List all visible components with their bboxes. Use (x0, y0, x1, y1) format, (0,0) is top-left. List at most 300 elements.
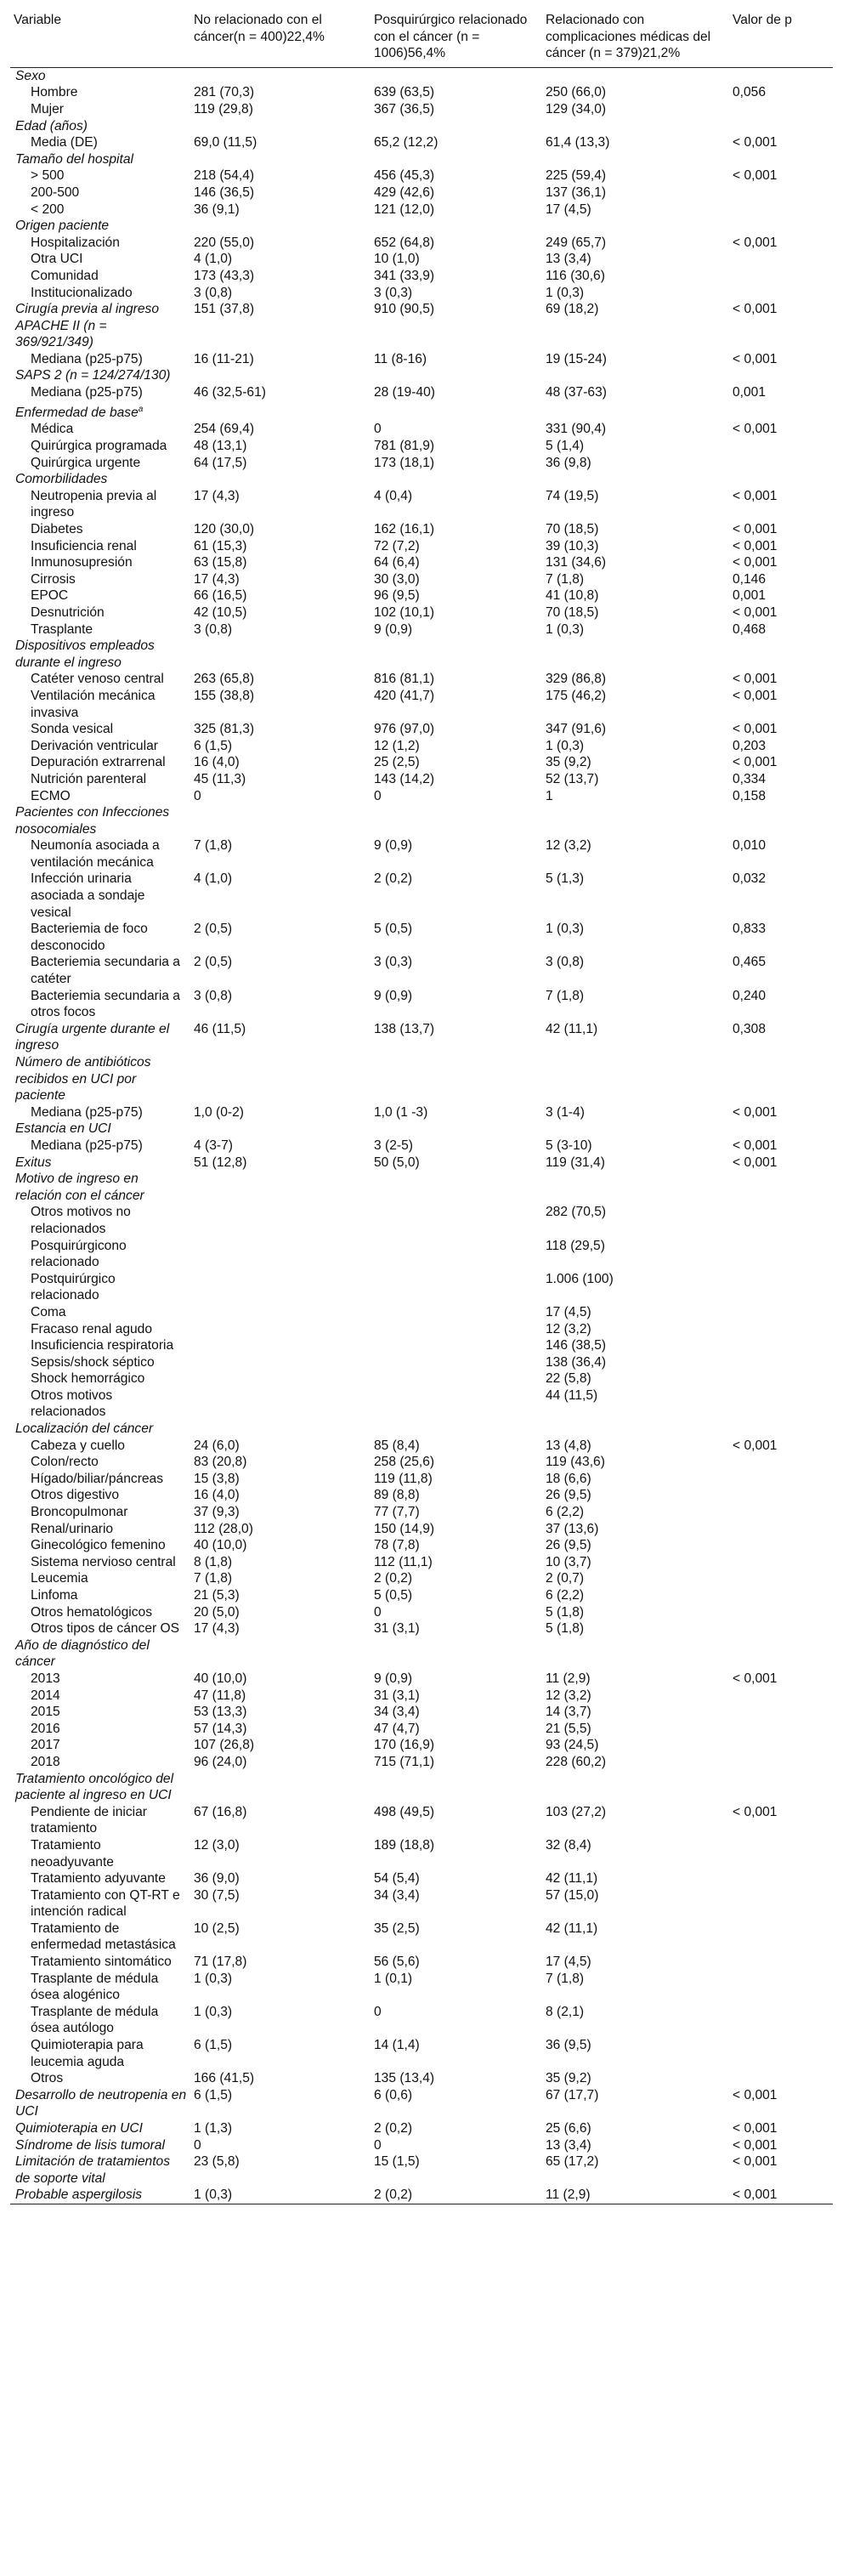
variable-text: Otros (31, 2071, 64, 2086)
table-row (10, 754, 833, 771)
cell-posquirurgico (371, 318, 542, 351)
table-row (10, 738, 833, 755)
cell-valor-p (729, 2004, 833, 2037)
variable-label (10, 538, 190, 555)
variable-label (10, 134, 190, 151)
cell-no-relacionado: 48 (13,1) (194, 439, 247, 454)
cell-no-relacionado: 166 (41,5) (194, 2071, 255, 2086)
cell-no-relacionado: 17 (4,3) (194, 488, 240, 503)
cell-posquirurgico: 429 (42,6) (374, 184, 435, 200)
cell-complicaciones: 42 (11,1) (546, 1021, 598, 1036)
cell-valor-p (729, 1387, 833, 1421)
cell-valor-p (729, 251, 833, 268)
section-text: Año de diagnóstico del cáncer (15, 1637, 150, 1670)
cell-complicaciones: 37 (13,6) (546, 1521, 599, 1536)
cell-no-relacionado: 6 (1,5) (194, 2038, 233, 2053)
cell-posquirurgico: 4 (0,4) (374, 488, 413, 503)
cell-valor-p (729, 804, 833, 837)
section-text: Motivo de ingreso en relación con el cáncer (15, 1172, 144, 1203)
table-row (10, 1837, 833, 1870)
cell-no-relacionado: 6 (1,5) (194, 738, 233, 753)
cell-posquirurgico (371, 151, 542, 168)
cell-posquirurgico: 0 (374, 2004, 382, 2019)
cell-posquirurgico: 9 (0,9) (374, 621, 413, 637)
cell-valor-p (729, 1604, 833, 1621)
variable-text: Linfoma (31, 1588, 78, 1603)
variable-label (10, 285, 190, 302)
section-text: Tratamiento oncológico del paciente al ingreso en UCI (15, 1771, 174, 1803)
variable-label (10, 235, 190, 252)
cell-valor-p (729, 455, 833, 472)
variable-label (10, 1454, 190, 1471)
cell-valor-p: 0,468 (733, 621, 767, 637)
cell-valor-p: 0,308 (733, 1021, 767, 1036)
cell-posquirurgico: 9 (0,9) (374, 988, 413, 1003)
cell-valor-p (729, 1837, 833, 1870)
table-row (10, 421, 833, 438)
cell-no-relacionado: 17 (4,3) (194, 571, 240, 587)
section-row (10, 318, 833, 351)
cell-complicaciones: 52 (13,7) (546, 771, 599, 786)
cell-valor-p: 0,158 (733, 788, 767, 803)
cell-complicaciones (542, 367, 729, 384)
table-row (10, 1587, 833, 1604)
cell-valor-p (729, 67, 833, 84)
section-text: Síndrome de lisis tumoral (15, 2137, 165, 2153)
cell-no-relacionado: 63 (15,8) (194, 555, 247, 570)
section-label (10, 638, 190, 671)
section-text: Exitus (15, 1155, 52, 1170)
cell-no-relacionado: 66 (16,5) (194, 588, 247, 604)
cell-no-relacionado: 64 (17,5) (194, 455, 247, 470)
cell-posquirurgico: 31 (3,1) (374, 1688, 420, 1703)
cell-posquirurgico: 78 (7,8) (374, 1538, 420, 1553)
table-row (10, 488, 833, 521)
variable-label (10, 554, 190, 571)
cell-valor-p (729, 1487, 833, 1504)
section-row (10, 301, 833, 318)
cell-complicaciones: 119 (31,4) (546, 1155, 605, 1170)
section-label (10, 301, 190, 318)
variable-text: Fracaso renal agudo (31, 1321, 153, 1336)
table-row (10, 2070, 833, 2087)
variable-label (10, 1754, 190, 1771)
cell-no-relacionado: 263 (65,8) (194, 672, 255, 687)
cell-valor-p: 0,010 (733, 838, 767, 854)
section-row (10, 2187, 833, 2204)
variable-label (10, 1487, 190, 1504)
cell-no-relacionado (190, 218, 371, 235)
cell-valor-p (729, 1870, 833, 1887)
cell-posquirurgico (371, 1370, 542, 1387)
cell-complicaciones: 7 (1,8) (546, 1971, 585, 1986)
cell-no-relacionado: 1,0 (0-2) (194, 1104, 244, 1120)
section-label (10, 2087, 190, 2120)
variable-label (10, 521, 190, 538)
table-row (10, 1104, 833, 1121)
cell-valor-p: < 0,001 (733, 538, 778, 553)
cell-valor-p: 0,240 (733, 988, 767, 1003)
cell-complicaciones: 12 (3,2) (546, 1688, 591, 1703)
cell-no-relacionado: 30 (7,5) (194, 1887, 240, 1903)
cell-complicaciones (542, 1421, 729, 1438)
cell-posquirurgico: 143 (14,2) (374, 771, 435, 786)
cell-no-relacionado: 24 (6,0) (194, 1438, 240, 1453)
cell-no-relacionado: 0 (194, 788, 201, 803)
cell-posquirurgico: 34 (3,4) (374, 1705, 420, 1720)
table-row (10, 688, 833, 721)
cell-valor-p: < 0,001 (733, 168, 778, 184)
cell-valor-p: < 0,001 (733, 1138, 778, 1153)
cell-posquirurgico: 54 (5,4) (374, 1871, 420, 1887)
cell-no-relacionado: 17 (4,3) (194, 1621, 240, 1637)
cell-no-relacionado (190, 1337, 371, 1354)
table-row (10, 788, 833, 805)
variable-label (10, 1204, 190, 1237)
cell-posquirurgico: 5 (0,5) (374, 922, 413, 937)
cell-no-relacionado: 119 (29,8) (194, 101, 253, 116)
variable-label (10, 2004, 190, 2037)
cell-no-relacionado: 3 (0,8) (194, 621, 233, 637)
table-row (10, 235, 833, 252)
cell-complicaciones: 1 (0,3) (546, 738, 585, 753)
cell-complicaciones: 18 (6,6) (546, 1471, 591, 1486)
cell-no-relacionado: 0 (194, 2137, 201, 2153)
cell-no-relacionado (190, 1354, 371, 1371)
cell-no-relacionado: 173 (43,3) (194, 268, 255, 283)
cell-no-relacionado (190, 1171, 371, 1204)
variable-text: Comunidad (31, 268, 99, 283)
cell-posquirurgico (371, 118, 542, 135)
cell-valor-p: < 0,001 (733, 488, 778, 503)
cell-no-relacionado: 96 (24,0) (194, 1754, 247, 1769)
variable-text: Renal/urinario (31, 1521, 114, 1536)
section-row (10, 1637, 833, 1671)
cell-valor-p: 0,001 (733, 385, 767, 400)
variable-text: Hospitalización (31, 235, 120, 250)
cell-posquirurgico: 150 (14,9) (374, 1521, 435, 1536)
table-row (10, 1521, 833, 1538)
variable-label (10, 384, 190, 401)
table-row (10, 2037, 833, 2070)
table-row (10, 1387, 833, 1421)
cell-valor-p: 0,032 (733, 871, 767, 887)
cell-valor-p: < 0,001 (733, 672, 778, 687)
cell-no-relacionado (190, 1637, 371, 1671)
cell-valor-p: 0,146 (733, 571, 767, 587)
cell-complicaciones: 228 (60,2) (546, 1754, 607, 1769)
cell-complicaciones: 282 (70,5) (546, 1205, 607, 1220)
variable-text: Trasplante de médula ósea alogénico (31, 1971, 159, 2003)
cell-complicaciones: 1 (546, 788, 553, 803)
section-label (10, 1171, 190, 1204)
variable-label (10, 587, 190, 604)
cell-posquirurgico: 89 (8,8) (374, 1488, 420, 1503)
cell-complicaciones (542, 118, 729, 135)
cell-valor-p: 0,833 (733, 922, 767, 937)
table-row (10, 988, 833, 1021)
variable-label (10, 1954, 190, 1971)
cell-posquirurgico: 15 (1,5) (374, 2154, 420, 2170)
cell-no-relacionado: 112 (28,0) (194, 1521, 253, 1536)
cell-valor-p (729, 1321, 833, 1338)
table-row (10, 1204, 833, 1237)
variable-label (10, 1671, 190, 1688)
table-row (10, 1354, 833, 1371)
variable-label (10, 621, 190, 638)
table-row (10, 384, 833, 401)
table-row (10, 1321, 833, 1338)
section-text: Quimioterapia en UCI (15, 2121, 143, 2136)
cell-no-relacionado: 1 (0,3) (194, 2004, 233, 2019)
cell-valor-p (729, 1737, 833, 1754)
cell-complicaciones: 17 (4,5) (546, 1955, 591, 1970)
cell-posquirurgico: 31 (3,1) (374, 1621, 420, 1637)
cell-posquirurgico (371, 1337, 542, 1354)
variable-text: Tratamiento sintomático (31, 1955, 172, 1970)
variable-label (10, 604, 190, 621)
cell-valor-p (729, 1771, 833, 1804)
cell-no-relacionado (190, 1238, 371, 1271)
cell-no-relacionado: 16 (11-21) (194, 351, 254, 366)
variable-label (10, 2037, 190, 2070)
section-text: APACHE II (n = 369/921/349) (15, 318, 107, 350)
cell-complicaciones (542, 401, 729, 422)
cell-posquirurgico: 781 (81,9) (374, 439, 435, 454)
variable-text: Mediana (p25-p75) (31, 1104, 143, 1120)
cell-valor-p: < 0,001 (733, 2187, 778, 2203)
header-complicaciones: Relacionado con complicaciones médicas del cáncer (n = 379)21,2% (542, 10, 729, 67)
variable-text: Derivación ventricular (31, 738, 158, 753)
variable-text: Diabetes (31, 522, 83, 536)
cell-posquirurgico (371, 1637, 542, 1671)
table-body (10, 67, 833, 2204)
cell-complicaciones: 21 (5,5) (546, 1721, 591, 1736)
cell-posquirurgico: 96 (9,5) (374, 588, 420, 604)
header-posquirurgico: Posquirúrgico relacionado con el cáncer (n = 1006)56,4% (371, 10, 542, 67)
cell-posquirurgico (371, 1238, 542, 1271)
cell-no-relacionado: 57 (14,3) (194, 1721, 247, 1736)
variable-text: Broncopulmonar (31, 1505, 128, 1520)
cell-valor-p (729, 1688, 833, 1705)
variable-text: Médica (31, 422, 74, 437)
variable-text: Quimioterapia para leucemia aguda (31, 2038, 144, 2069)
cell-posquirurgico: 28 (19-40) (374, 385, 435, 400)
header-valor-p: Valor de p (729, 10, 833, 67)
cell-complicaciones: 22 (5,8) (546, 1371, 591, 1387)
cell-complicaciones: 36 (9,5) (546, 2038, 591, 2053)
cell-valor-p (729, 1537, 833, 1554)
table-row (10, 1971, 833, 2004)
variable-text: Mediana (p25-p75) (31, 385, 143, 400)
variable-label (10, 351, 190, 368)
cell-complicaciones (542, 1121, 729, 1138)
cell-valor-p (729, 2037, 833, 2070)
cell-valor-p (729, 101, 833, 118)
cell-posquirurgico (371, 1304, 542, 1321)
table-row (10, 1954, 833, 1971)
cell-complicaciones (542, 318, 729, 351)
cell-posquirurgico: 3 (2-5) (374, 1138, 413, 1153)
section-row (10, 638, 833, 671)
section-label (10, 401, 190, 422)
variable-label (10, 1737, 190, 1754)
cell-posquirurgico (371, 638, 542, 671)
cell-complicaciones: 3 (1-4) (546, 1104, 585, 1120)
cell-posquirurgico: 10 (1,0) (374, 252, 420, 267)
cell-valor-p (729, 1454, 833, 1471)
variable-label (10, 1971, 190, 2004)
cell-posquirurgico: 6 (0,6) (374, 2087, 413, 2102)
section-label (10, 804, 190, 837)
section-row (10, 1054, 833, 1104)
cell-posquirurgico: 56 (5,6) (374, 1955, 420, 1970)
cell-no-relacionado: 46 (32,5-61) (194, 385, 266, 400)
section-text: Origen paciente (15, 218, 110, 234)
section-text: Probable aspergilosis (15, 2187, 143, 2203)
cell-complicaciones: 35 (9,2) (546, 2071, 591, 2086)
table-row (10, 438, 833, 455)
cell-no-relacionado: 47 (11,8) (194, 1688, 246, 1703)
cell-valor-p: < 0,001 (733, 1104, 778, 1120)
cell-posquirurgico: 1,0 (1 -3) (374, 1104, 428, 1120)
cell-posquirurgico: 25 (2,5) (374, 755, 420, 770)
cell-complicaciones: 5 (1,8) (546, 1621, 585, 1637)
cell-complicaciones: 1 (0,3) (546, 621, 585, 637)
cell-valor-p (729, 1171, 833, 1204)
cell-valor-p (729, 1337, 833, 1354)
cell-valor-p (729, 1620, 833, 1637)
cell-posquirurgico: 189 (18,8) (374, 1837, 435, 1853)
table-row (10, 1487, 833, 1504)
section-row (10, 2137, 833, 2154)
cell-valor-p: < 0,001 (733, 755, 778, 770)
cell-valor-p (729, 1471, 833, 1488)
variable-label (10, 455, 190, 472)
variable-text: 200-500 (31, 184, 80, 200)
variable-label (10, 1887, 190, 1921)
table-row (10, 1704, 833, 1721)
table-row (10, 521, 833, 538)
variable-text: Neutropenia previa al ingreso (31, 488, 157, 520)
cell-no-relacionado (190, 804, 371, 837)
variable-text: Infección urinaria asociada a sondaje vesical (31, 871, 145, 920)
cell-complicaciones: 7 (1,8) (546, 988, 585, 1003)
cell-complicaciones (542, 67, 729, 84)
cell-no-relacionado: 51 (12,8) (194, 1155, 247, 1170)
cell-no-relacionado: 20 (5,0) (194, 1604, 240, 1620)
cell-valor-p: 0,203 (733, 738, 767, 753)
variable-label (10, 1337, 190, 1354)
cell-complicaciones: 12 (3,2) (546, 1321, 591, 1336)
table-row (10, 871, 833, 921)
cell-posquirurgico (371, 1271, 542, 1304)
variable-text: 2017 (31, 1738, 60, 1753)
section-label (10, 1637, 190, 1671)
cell-no-relacionado: 15 (3,8) (194, 1471, 240, 1486)
cell-valor-p: < 0,001 (733, 555, 778, 570)
cell-no-relacionado (190, 367, 371, 384)
variable-text: Bacteriemia secundaria a catéter (31, 955, 180, 987)
variable-text: Otros motivos no relacionados (31, 1205, 131, 1236)
section-text: Limitación de tratamientos de soporte vital (15, 2154, 171, 2186)
variable-label (10, 167, 190, 184)
cell-no-relacionado (190, 318, 371, 351)
cell-valor-p (729, 118, 833, 135)
cell-no-relacionado: 40 (10,0) (194, 1538, 247, 1553)
cell-complicaciones: 13 (3,4) (546, 2137, 591, 2153)
cell-no-relacionado: 3 (0,8) (194, 285, 233, 300)
cell-complicaciones: 131 (34,6) (546, 555, 607, 570)
section-text: Cirugía urgente durante el ingreso (15, 1021, 170, 1053)
cell-posquirurgico (371, 1387, 542, 1421)
cell-posquirurgico: 816 (81,1) (374, 672, 435, 687)
variable-text: Colon/recto (31, 1455, 99, 1470)
cell-valor-p (729, 1554, 833, 1571)
table-row (10, 1537, 833, 1554)
variable-text: Shock hemorrágico (31, 1371, 145, 1387)
cell-no-relacionado: 42 (10,5) (194, 604, 247, 620)
header-variable: Variable (10, 10, 190, 67)
cell-posquirurgico (371, 1121, 542, 1138)
cell-no-relacionado: 45 (11,3) (194, 771, 246, 786)
cell-valor-p (729, 2070, 833, 2087)
table-row (10, 1238, 833, 1271)
cell-posquirurgico: 34 (3,4) (374, 1887, 420, 1903)
cell-no-relacionado (190, 1771, 371, 1804)
table-row (10, 771, 833, 788)
section-row (10, 1171, 833, 1204)
cell-valor-p: 0,001 (733, 588, 767, 604)
cell-no-relacionado: 4 (3-7) (194, 1138, 233, 1153)
cell-posquirurgico: 1 (0,1) (374, 1971, 413, 1986)
section-label (10, 2120, 190, 2137)
cell-complicaciones: 26 (9,5) (546, 1488, 591, 1503)
cell-complicaciones: 39 (10,3) (546, 538, 599, 553)
section-row (10, 804, 833, 837)
table-row (10, 101, 833, 118)
variable-label (10, 201, 190, 218)
variable-label (10, 1304, 190, 1321)
table-row (10, 1870, 833, 1887)
section-label (10, 2137, 190, 2154)
cell-valor-p (729, 201, 833, 218)
cell-posquirurgico: 639 (63,5) (374, 85, 435, 100)
variable-text: Sepsis/shock séptico (31, 1354, 155, 1370)
cell-posquirurgico: 121 (12,0) (374, 201, 435, 217)
variable-text: Hígado/biliar/páncreas (31, 1471, 164, 1486)
variable-text: Depuración extrarrenal (31, 755, 166, 770)
table-row (10, 1737, 833, 1754)
table-row (10, 134, 833, 151)
cell-posquirurgico: 367 (36,5) (374, 101, 435, 116)
cell-complicaciones: 10 (3,7) (546, 1554, 591, 1569)
variable-label (10, 268, 190, 285)
cell-posquirurgico: 11 (8-16) (374, 351, 427, 366)
table-row (10, 1471, 833, 1488)
table-row (10, 1370, 833, 1387)
cell-complicaciones: 137 (36,1) (546, 184, 607, 200)
cell-posquirurgico: 119 (11,8) (374, 1471, 433, 1486)
section-row (10, 2153, 833, 2187)
cell-valor-p (729, 1054, 833, 1104)
variable-label (10, 954, 190, 987)
cell-complicaciones: 25 (6,6) (546, 2121, 591, 2136)
cell-complicaciones: 11 (2,9) (546, 1671, 591, 1686)
variable-text: Tratamiento neoadyuvante (31, 1837, 114, 1870)
section-row (10, 367, 833, 384)
cell-complicaciones: 175 (46,2) (546, 688, 607, 703)
